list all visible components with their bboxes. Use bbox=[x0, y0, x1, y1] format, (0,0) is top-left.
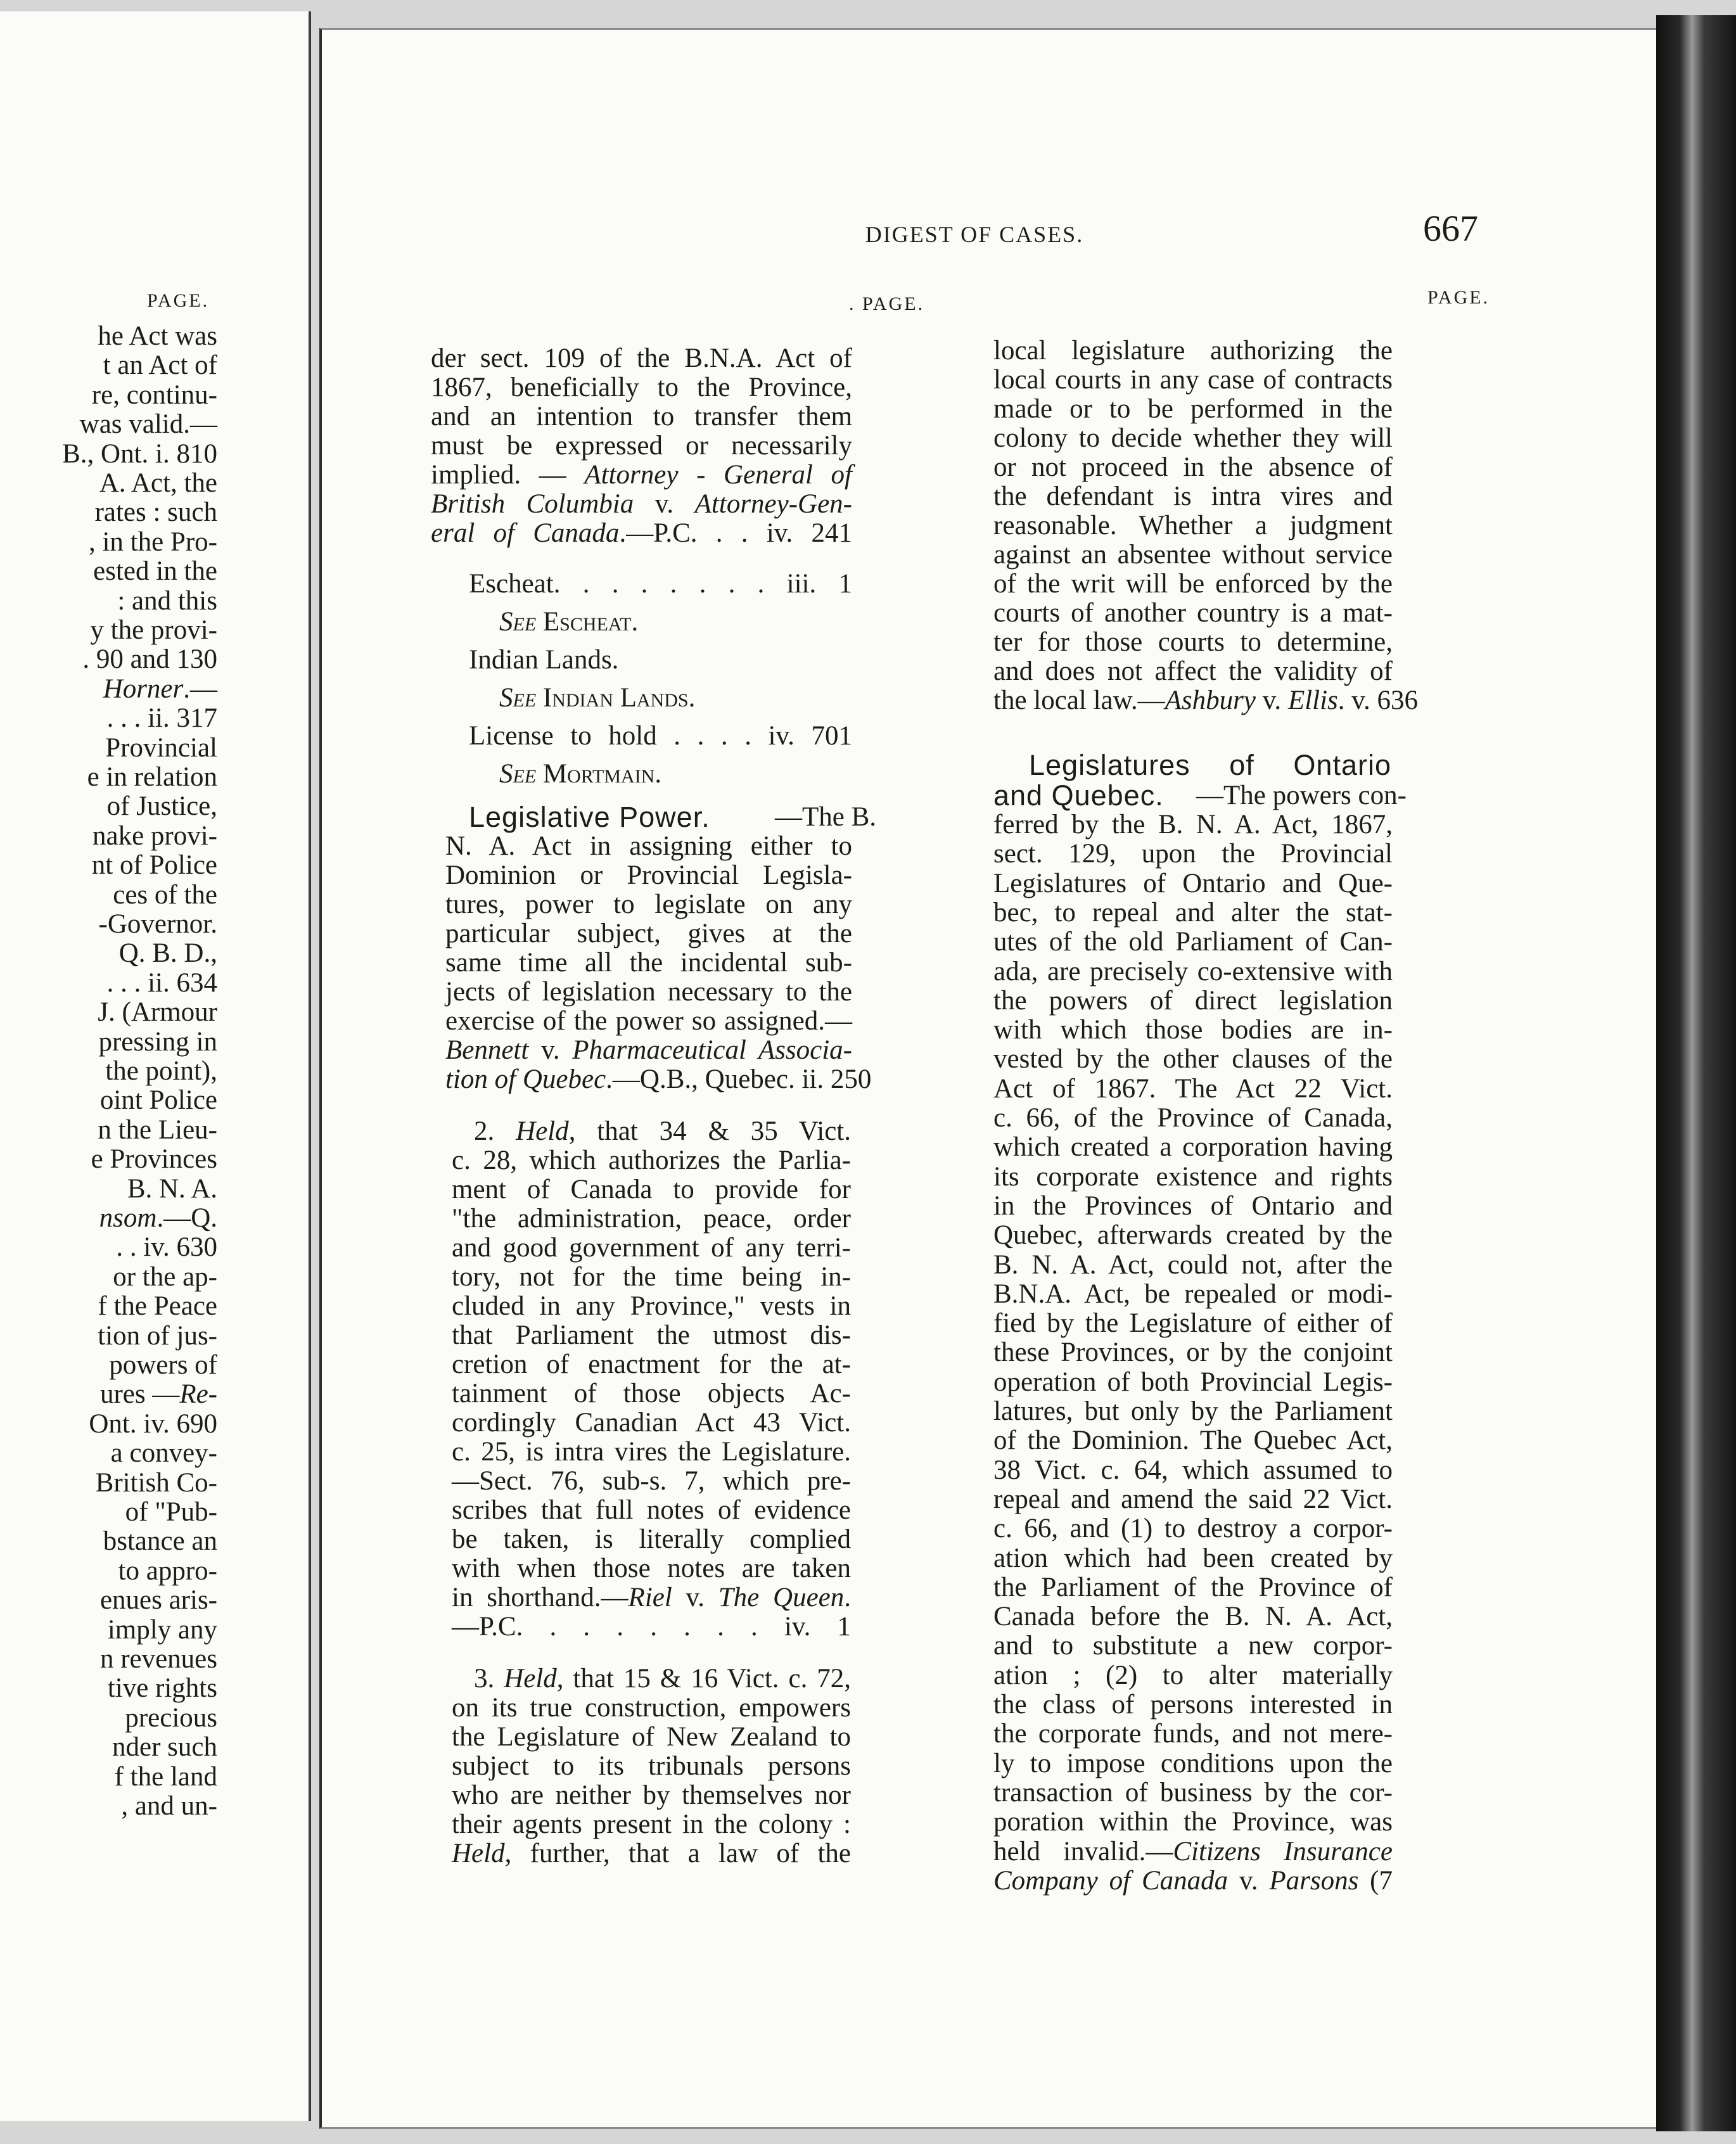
legislatures-line: repeal and amend the said 22 Vict. bbox=[993, 1484, 1393, 1514]
left-page-line: bstance an bbox=[103, 1526, 217, 1557]
intro-line: of the writ will be enforced by the bbox=[993, 569, 1393, 599]
left-page-line: , in the Pro- bbox=[88, 526, 217, 557]
paragraph-2-line: c. 28, which authorizes the Parlia- bbox=[452, 1145, 851, 1175]
see-escheat: See Escheat. bbox=[499, 607, 639, 637]
intro-line: against an absentee without service bbox=[993, 540, 1393, 570]
left-page-line: British Co- bbox=[95, 1467, 217, 1498]
left-page-line: tion of jus- bbox=[98, 1320, 217, 1351]
intro-line: ter for those courts to determine, bbox=[993, 627, 1393, 657]
legislative-power-line: particular subject, gives at the bbox=[445, 919, 852, 948]
paragraph-3-line: Held, further, that a law of the bbox=[452, 1839, 851, 1868]
legislative-power-line: tures, power to legislate on any bbox=[445, 890, 852, 919]
legislatures-line: c. 66, of the Province of Canada, bbox=[993, 1103, 1393, 1133]
legislatures-heading: Legislatures of Ontario bbox=[1029, 749, 1391, 781]
book-spine bbox=[1656, 15, 1736, 2131]
paragraph-3-line: on its true construction, empowers bbox=[452, 1693, 851, 1723]
intro-line: the local law.—Ashbury v. Ellis. v. 636 bbox=[993, 686, 1418, 715]
legislatures-line: and to substitute a new corpor- bbox=[993, 1631, 1393, 1661]
legislatures-line: Legislatures of Ontario and Que- bbox=[993, 868, 1393, 898]
legislatures-line: ation ; (2) to alter materially bbox=[993, 1660, 1393, 1690]
left-page-label: PAGE. bbox=[147, 290, 210, 311]
intro-line: must be expressed or necessarily bbox=[431, 431, 852, 461]
legislatures-line: the corporate funds, and not mere- bbox=[993, 1719, 1393, 1749]
left-page-fragment bbox=[0, 11, 311, 2121]
left-page-line: ures —Re- bbox=[99, 1379, 217, 1410]
legislatures-line: B.N.A. Act, be repealed or modi- bbox=[993, 1279, 1393, 1309]
legislatures-line: the Parliament of the Province of bbox=[993, 1572, 1393, 1602]
paragraph-2-line: tory, not for the time being in- bbox=[452, 1262, 851, 1292]
left-page-line: . . . ii. 317 bbox=[106, 703, 217, 734]
legislatures-line: Canada before the B. N. A. Act, bbox=[993, 1602, 1393, 1632]
paragraph-2-line: scribes that full notes of evidence bbox=[452, 1495, 851, 1525]
left-page-line: re, continu- bbox=[91, 380, 217, 410]
intro-line: implied. — Attorney - General of bbox=[431, 460, 852, 490]
legislatures-line: B. N. A. Act, could not, after the bbox=[993, 1249, 1393, 1280]
legislatures-line: Company of Canada v. Parsons (7 bbox=[993, 1865, 1393, 1896]
left-page-line: powers of bbox=[109, 1350, 217, 1380]
legislatures-line: —The powers con- bbox=[1196, 781, 1407, 810]
intro-line: local legislature authorizing the bbox=[993, 336, 1393, 366]
left-page-line: of "Pub- bbox=[125, 1497, 217, 1527]
intro-line: 1867, beneficially to the Province, bbox=[431, 373, 852, 402]
left-page-line: . . . ii. 634 bbox=[106, 967, 217, 998]
paragraph-2-line: that Parliament the utmost dis- bbox=[452, 1320, 851, 1350]
left-page-line: nt of Police bbox=[91, 850, 217, 881]
left-page-line: nake provi- bbox=[92, 820, 217, 851]
legislative-power-line: —The B. bbox=[775, 802, 877, 832]
legislatures-line: c. 66, and (1) to destroy a corpor- bbox=[993, 1514, 1393, 1544]
left-page-line: ested in the bbox=[93, 556, 217, 587]
left-page-line: B. N. A. bbox=[127, 1173, 217, 1204]
paragraph-2-line: cretion of enactment for the at- bbox=[452, 1350, 851, 1379]
legislative-power-line: Dominion or Provincial Legisla- bbox=[445, 860, 852, 890]
legislatures-line: Act of 1867. The Act 22 Vict. bbox=[993, 1073, 1393, 1104]
paragraph-2-line: be taken, is literally complied bbox=[452, 1524, 851, 1554]
legislatures-line: of the Dominion. The Quebec Act, bbox=[993, 1426, 1393, 1456]
paragraph-2-line: —P.C. . . . . . . . iv. 1 bbox=[452, 1612, 851, 1642]
legislatures-line: operation of both Provincial Legis- bbox=[993, 1367, 1393, 1397]
see-mortmain: See Mortmain. bbox=[499, 759, 662, 789]
left-page-line: the point), bbox=[105, 1056, 217, 1086]
paragraph-2-line: with when those notes are taken bbox=[452, 1554, 851, 1583]
left-page-line: he Act was bbox=[98, 321, 217, 351]
legislatures-line: ly to impose conditions upon the bbox=[993, 1748, 1393, 1778]
paragraph-2-line: and good government of any terri- bbox=[452, 1233, 851, 1263]
left-page-line: Horner.— bbox=[103, 673, 217, 704]
legislatures-line: its corporate existence and rights bbox=[993, 1161, 1393, 1192]
left-page-line: to appro- bbox=[118, 1555, 217, 1586]
left-page-line: e Provinces bbox=[91, 1144, 217, 1175]
left-page-line: f the land bbox=[114, 1761, 217, 1792]
left-page-line: enues aris- bbox=[99, 1585, 217, 1616]
left-page-line: . . iv. 630 bbox=[116, 1232, 217, 1263]
intro-line: and an intention to transfer them bbox=[431, 402, 852, 431]
escheat-entry: Escheat. . . . . . . . iii. 1 bbox=[469, 569, 852, 599]
intro-line: British Columbia v. Attorney-Gen- bbox=[431, 489, 852, 519]
left-page-line: Provincial bbox=[105, 732, 217, 763]
left-page-line: : and this bbox=[117, 585, 217, 616]
left-page-line: B., Ont. i. 810 bbox=[62, 438, 217, 469]
left-page-line: a convey- bbox=[110, 1438, 217, 1469]
legislatures-line: the powers of direct legislation bbox=[993, 985, 1393, 1016]
intro-line: reasonable. Whether a judgment bbox=[993, 511, 1393, 540]
paragraph-2-line: "the administration, peace, order bbox=[452, 1204, 851, 1234]
see-indian-lands: See Indian Lands. bbox=[499, 683, 696, 713]
legislatures-line: bec, to repeal and alter the stat- bbox=[993, 897, 1393, 928]
legislatures-line: with which those bodies are in- bbox=[993, 1015, 1393, 1045]
legislative-power-heading: Legislative Power. bbox=[469, 801, 710, 833]
legislatures-line: which created a corporation having bbox=[993, 1132, 1393, 1163]
left-page-line: y the provi- bbox=[90, 615, 217, 645]
left-page-line: f the Peace bbox=[98, 1291, 217, 1322]
left-page-line: . 90 and 130 bbox=[82, 644, 217, 675]
paragraph-3-line: the Legislature of New Zealand to bbox=[452, 1722, 851, 1752]
left-page-line: n the Lieu- bbox=[98, 1114, 217, 1145]
legislatures-line: 38 Vict. c. 64, which assumed to bbox=[993, 1455, 1393, 1485]
left-page-line: Q. B. D., bbox=[118, 938, 217, 969]
page-number: 667 bbox=[1423, 208, 1478, 249]
intro-line: or not proceed in the absence of bbox=[993, 452, 1393, 482]
paragraph-2-line: cordingly Canadian Act 43 Vict. bbox=[452, 1408, 851, 1438]
legislative-power-line: tion of Quebec.—Q.B., Quebec. ii. 250 bbox=[445, 1064, 872, 1094]
left-page-line: A. Act, the bbox=[99, 468, 217, 498]
left-page-line: of Justice, bbox=[106, 791, 217, 822]
left-page-line: nder such bbox=[112, 1732, 217, 1763]
legislatures-line: latures, but only by the Parliament bbox=[993, 1396, 1393, 1426]
left-page-line: J. (Armour bbox=[98, 997, 217, 1028]
intro-line: and does not affect the validity of bbox=[993, 656, 1393, 686]
paragraph-2-line: —Sect. 76, sub-s. 7, which pre- bbox=[452, 1466, 851, 1496]
legislatures-line: fied by the Legislature of either of bbox=[993, 1308, 1393, 1339]
legislatures-line: ada, are precisely co-extensive with bbox=[993, 956, 1393, 986]
legislatures-line: poration within the Province, was bbox=[993, 1807, 1393, 1837]
left-page-line: tive rights bbox=[107, 1673, 217, 1704]
legislatures-line: utes of the old Parliament of Can- bbox=[993, 927, 1393, 957]
legislative-power-line: exercise of the power so assigned.— bbox=[445, 1006, 852, 1036]
left-page-line: nsom.—Q. bbox=[99, 1203, 217, 1233]
legislative-power-line: jects of legislation necessary to the bbox=[445, 977, 852, 1007]
left-page-line: -Governor. bbox=[98, 909, 217, 939]
paragraph-2-line: 2. Held, that 34 & 35 Vict. bbox=[474, 1116, 851, 1146]
left-page-line: oint Police bbox=[99, 1085, 217, 1116]
legislatures-line: in the Provinces of Ontario and bbox=[993, 1190, 1393, 1221]
license-entry: License to hold . . . . iv. 701 bbox=[469, 721, 852, 751]
legislatures-line: vested by the other clauses of the bbox=[993, 1044, 1393, 1075]
left-page-line: precious bbox=[125, 1702, 217, 1733]
intro-line: courts of another country is a mat- bbox=[993, 598, 1393, 628]
main-page bbox=[319, 28, 1659, 2129]
left-page-line: e in relation bbox=[87, 762, 217, 792]
legislative-power-line: Bennett v. Pharmaceutical Associa- bbox=[445, 1035, 852, 1065]
paragraph-2-line: tainment of those objects Ac- bbox=[452, 1379, 851, 1408]
left-page-line: or the ap- bbox=[113, 1261, 217, 1292]
legislatures-heading: and Quebec. bbox=[993, 779, 1164, 812]
legislatures-line: these Provinces, or by the conjoint bbox=[993, 1337, 1393, 1368]
intro-line: eral of Canada.—P.C. . . iv. 241 bbox=[431, 518, 852, 548]
paragraph-3-line: who are neither by themselves nor bbox=[452, 1780, 851, 1810]
left-page-line: pressing in bbox=[98, 1026, 217, 1057]
legislatures-line: held invalid.—Citizens Insurance bbox=[993, 1836, 1393, 1866]
intro-line: local courts in any case of contracts bbox=[993, 365, 1393, 395]
legislative-power-line: same time all the incidental sub- bbox=[445, 948, 852, 978]
paragraph-2-line: cluded in any Province," vests in bbox=[452, 1291, 851, 1321]
intro-line: der sect. 109 of the B.N.A. Act of bbox=[431, 343, 852, 373]
left-page-line: imply any bbox=[107, 1614, 217, 1645]
running-title: DIGEST OF CASES. bbox=[865, 222, 1084, 247]
left-page-line: , and un- bbox=[121, 1791, 217, 1821]
left-page-line: was valid.— bbox=[79, 409, 217, 440]
paragraph-2-line: in shorthand.—Riel v. The Queen. bbox=[452, 1583, 851, 1612]
legislatures-line: sect. 129, upon the Provincial bbox=[993, 839, 1393, 869]
paragraph-2-line: ment of Canada to provide for bbox=[452, 1175, 851, 1204]
column-1-page-label: . PAGE. bbox=[849, 293, 925, 314]
left-page-line: rates : such bbox=[94, 497, 217, 528]
legislative-power-line: N. A. Act in assigning either to bbox=[445, 831, 852, 861]
legislatures-line: ferred by the B. N. A. Act, 1867, bbox=[993, 810, 1393, 839]
left-page-line: n revenues bbox=[99, 1644, 217, 1674]
legislatures-line: the class of persons interested in bbox=[993, 1690, 1393, 1720]
legislatures-line: Quebec, afterwards created by the bbox=[993, 1220, 1393, 1251]
left-page-line: Ont. iv. 690 bbox=[89, 1408, 217, 1439]
paragraph-2-line: c. 25, is intra vires the Legislature. bbox=[452, 1437, 851, 1467]
intro-line: made or to be performed in the bbox=[993, 394, 1393, 424]
column-2-page-label: PAGE. bbox=[1427, 287, 1490, 308]
indian-lands-entry: Indian Lands. bbox=[469, 645, 619, 675]
paragraph-3-line: 3. Held, that 15 & 16 Vict. c. 72, bbox=[474, 1664, 852, 1694]
left-page-line: ces of the bbox=[113, 879, 217, 910]
legislatures-line: ation which had been created by bbox=[993, 1543, 1393, 1573]
paragraph-3-line: subject to its tribunals persons bbox=[452, 1751, 851, 1781]
legislatures-line: transaction of business by the cor- bbox=[993, 1777, 1393, 1808]
intro-line: colony to decide whether they will bbox=[993, 423, 1393, 453]
left-page-line: t an Act of bbox=[103, 350, 217, 381]
paragraph-3-line: their agents present in the colony : bbox=[452, 1809, 851, 1839]
intro-line: the defendant is intra vires and bbox=[993, 482, 1393, 511]
